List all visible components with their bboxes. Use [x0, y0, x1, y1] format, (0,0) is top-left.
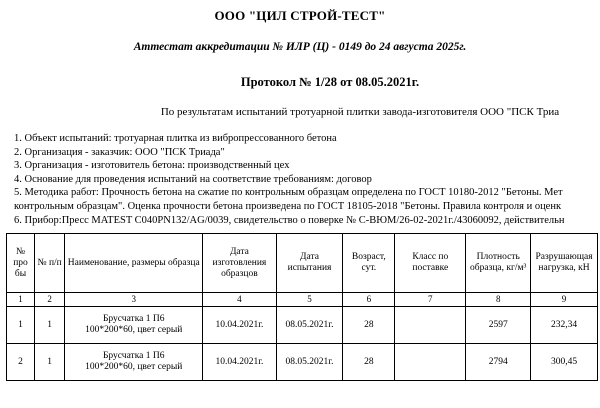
cell-age: 28 — [343, 307, 395, 344]
column-header-age: Возраст, сут. — [343, 234, 395, 293]
cell-name-line2: 100*200*60, цвет серый — [85, 325, 183, 336]
accreditation-line: Аттестат аккредитации № ИЛР (Ц) - 0149 до 24 августа 2025г. — [133, 41, 467, 53]
column-number: 4 — [203, 293, 276, 307]
list-item: 5. Методика работ: Прочность бетона на сжатие по контрольным образцам определена по ГОСТ 10180-2012 "Бетоны. Мет — [14, 187, 563, 199]
protocol-subtitle: По результатам испытаний тротуарной плитки завода-изготовителя ООО "ПСК Триа — [160, 106, 560, 118]
cell-density: 2794 — [466, 344, 531, 381]
table-column-numbers-row — [7, 293, 598, 307]
cell-name — [65, 344, 203, 381]
cell-row-no: 1 — [35, 344, 65, 381]
document-page — [0, 8, 600, 408]
cell-class — [395, 307, 466, 344]
cell-date-made: 10.04.2021г. — [203, 307, 276, 344]
cell-density: 2597 — [466, 307, 531, 344]
organization-title: ООО "ЦИЛ СТРОЙ-ТЕСТ" — [214, 8, 386, 23]
cell-sample-no: 2 — [7, 344, 35, 381]
column-number: 8 — [466, 293, 531, 307]
cell-name-line2: 100*200*60, цвет серый — [85, 362, 183, 373]
list-item: контрольным образцам". Оценка прочности бетона произведена по ГОСТ 18105-2018 "Бетоны. Правила контроля и оценк — [14, 200, 562, 212]
cell-class — [395, 344, 466, 381]
column-header-date-test: Дата испытания — [276, 234, 343, 293]
cell-load: 300,45 — [531, 344, 598, 381]
column-number: 3 — [65, 293, 203, 307]
protocol-title: Протокол № 1/28 от 08.05.2021г. — [240, 75, 420, 89]
list-item: 4. Основание для проведения испытаний на соответствие требованиям: договор — [14, 173, 372, 185]
cell-name — [65, 307, 203, 344]
list-item: 1. Объект испытаний: тротуарная плитка из вибропрессованного бетона — [14, 133, 337, 144]
column-header-density: Плотность образца, кг/м³ — [466, 234, 531, 293]
cell-row-no: 1 — [35, 307, 65, 344]
cell-name-line1: Брусчатка 1 П6 — [102, 351, 165, 362]
list-item: 3. Организация - изготовитель бетона: производственный цех — [14, 160, 290, 172]
column-header-row-no: № п/п — [35, 234, 65, 293]
list-item: 6. Прибор:Пресс MATEST C040PN132/AG/0039, свидетельство о поверке № С-ВЮМ/26-02-2021г./43060092, действительн — [14, 214, 565, 226]
table-row — [7, 307, 598, 344]
cell-date-test: 08.05.2021г. — [276, 307, 343, 344]
table-row — [7, 344, 598, 381]
column-number: 1 — [7, 293, 35, 307]
column-header-sample-no: № про бы — [7, 234, 35, 293]
cell-date-test: 08.05.2021г. — [276, 344, 343, 381]
cell-date-made: 10.04.2021г. — [203, 344, 276, 381]
list-item: 2. Организация - заказчик: ООО "ПСК Триада" — [14, 146, 225, 158]
column-header-name: Наименование, размеры образца — [65, 234, 203, 293]
column-header-load: Разрушающая нагрузка, кН — [531, 234, 598, 293]
column-number: 2 — [35, 293, 65, 307]
column-number: 9 — [531, 293, 598, 307]
cell-load: 232,34 — [531, 307, 598, 344]
table-header-row — [7, 234, 598, 293]
cell-sample-no: 1 — [7, 307, 35, 344]
protocol-items-list — [0, 132, 600, 227]
test-results-table — [6, 233, 598, 381]
column-header-class: Класс по поставке — [395, 234, 466, 293]
cell-name-line1: Брусчатка 1 П6 — [102, 314, 165, 325]
column-number: 7 — [395, 293, 466, 307]
column-number: 6 — [343, 293, 395, 307]
cell-age: 28 — [343, 344, 395, 381]
column-header-date-made: Дата изготовления образцов — [203, 234, 276, 293]
column-number: 5 — [276, 293, 343, 307]
